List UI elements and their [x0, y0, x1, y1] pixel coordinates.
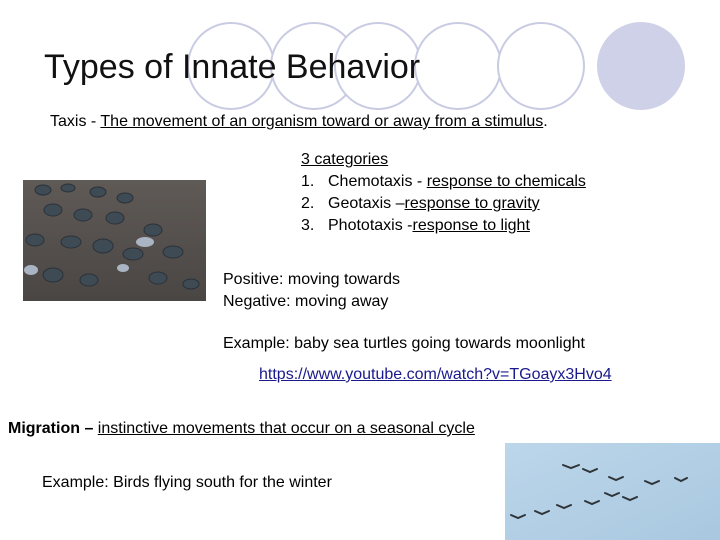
taxis-categories	[301, 149, 586, 237]
birds-photo	[505, 443, 720, 540]
migration-separator: –	[80, 420, 98, 437]
category-item: 2. Geotaxis –response to gravity	[301, 195, 540, 212]
migration-example: Example: Birds flying south for the winter	[42, 474, 332, 491]
positive-taxis: Positive: moving towards	[223, 271, 400, 288]
taxis-end: .	[543, 113, 548, 130]
taxis-separator: -	[86, 113, 101, 130]
category-item: 3. Phototaxis -response to light	[301, 217, 530, 234]
negative-taxis: Negative: moving away	[223, 293, 389, 310]
taxis-definition	[50, 113, 548, 131]
turtles-photo	[23, 180, 206, 301]
decor-circle-6	[597, 22, 685, 110]
video-link[interactable]: https://www.youtube.com/watch?v=TGoayx3Hvo4	[259, 366, 612, 383]
migration-term: Migration	[8, 420, 80, 437]
decor-circle-4	[414, 22, 502, 110]
categories-heading: 3 categories	[301, 151, 389, 168]
page-title: Types of Innate Behavior	[44, 48, 421, 86]
migration-definition-text: instinctive movements that occur on a seasonal cycle	[97, 420, 475, 437]
decor-circle-5	[497, 22, 585, 110]
taxis-term: Taxis	[50, 113, 87, 130]
taxis-direction	[223, 269, 400, 313]
migration-definition	[8, 420, 475, 438]
taxis-example: Example: baby sea turtles going towards moonlight	[223, 335, 585, 352]
taxis-definition-text: The movement of an organism toward or away from a stimulus	[100, 113, 544, 130]
category-item: 1. Chemotaxis - response to chemicals	[301, 173, 586, 190]
